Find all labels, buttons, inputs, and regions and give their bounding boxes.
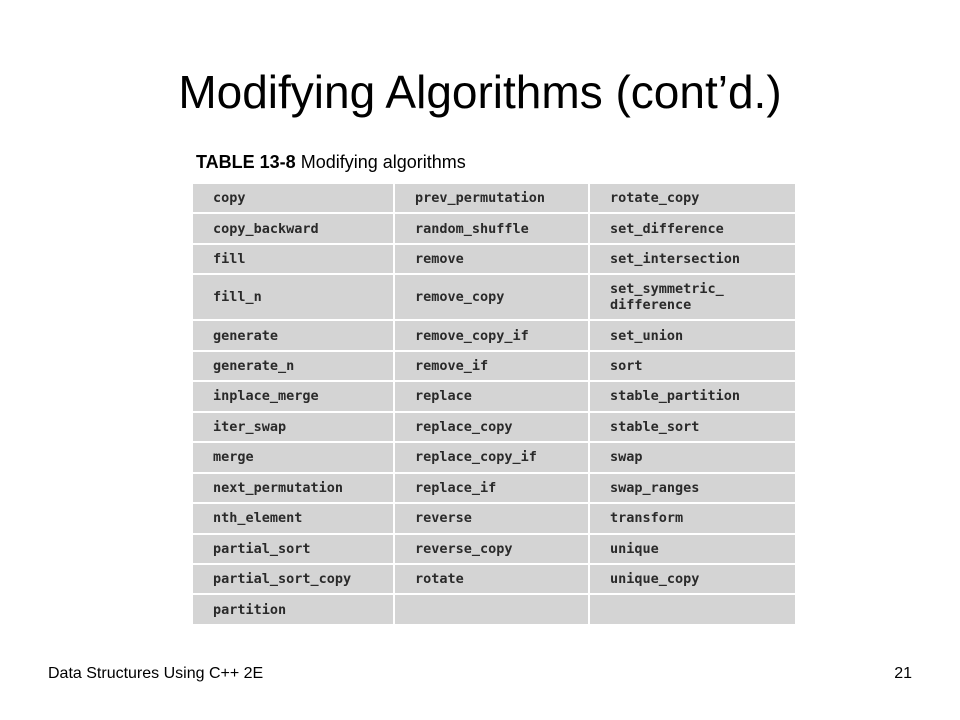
- table-cell: swap: [590, 443, 795, 471]
- table-cell: next_permutation: [193, 474, 393, 502]
- table-cell: sort: [590, 352, 795, 380]
- table-caption-text: Modifying algorithms: [300, 152, 466, 172]
- table-cell: transform: [590, 504, 795, 532]
- table-row: [193, 443, 795, 471]
- table-row: [193, 413, 795, 441]
- table-cell: unique_copy: [590, 565, 795, 593]
- table-cell: copy_backward: [193, 214, 393, 242]
- table-row: [193, 184, 795, 212]
- table-cell: remove: [395, 245, 588, 273]
- table-cell: fill: [193, 245, 393, 273]
- table-cell: stable_partition: [590, 382, 795, 410]
- table-cell: inplace_merge: [193, 382, 393, 410]
- table-row: [193, 595, 795, 624]
- table-row: [193, 321, 795, 349]
- table-cell: rotate: [395, 565, 588, 593]
- table-cell: rotate_copy: [590, 184, 795, 212]
- page-number: 21: [894, 665, 912, 682]
- table-cell: set_difference: [590, 214, 795, 242]
- table-cell: reverse_copy: [395, 535, 588, 563]
- table-cell: fill_n: [193, 275, 393, 319]
- table-cell: partial_sort: [193, 535, 393, 563]
- table-cell: generate_n: [193, 352, 393, 380]
- table-body: [193, 184, 795, 624]
- table-cell: replace: [395, 382, 588, 410]
- table-caption-label: TABLE 13-8: [196, 152, 296, 172]
- table-cell: replace_if: [395, 474, 588, 502]
- table-row: [193, 504, 795, 532]
- table-cell: partial_sort_copy: [193, 565, 393, 593]
- table-row: [193, 214, 795, 242]
- table-cell: swap_ranges: [590, 474, 795, 502]
- table-cell: [590, 595, 795, 624]
- table-cell: set_union: [590, 321, 795, 349]
- slide-title: Modifying Algorithms (cont’d.): [178, 66, 782, 118]
- table-cell: replace_copy_if: [395, 443, 588, 471]
- table-cell: random_shuffle: [395, 214, 588, 242]
- table-cell: reverse: [395, 504, 588, 532]
- table-cell: stable_sort: [590, 413, 795, 441]
- algorithms-table: [191, 182, 797, 626]
- table-cell: generate: [193, 321, 393, 349]
- table-row: [193, 565, 795, 593]
- table-cell: nth_element: [193, 504, 393, 532]
- table-cell: merge: [193, 443, 393, 471]
- table-cell: unique: [590, 535, 795, 563]
- table-cell: copy: [193, 184, 393, 212]
- table-cell: set_intersection: [590, 245, 795, 273]
- table-cell: partition: [193, 595, 393, 624]
- table-cell: replace_copy: [395, 413, 588, 441]
- table-cell: prev_permutation: [395, 184, 588, 212]
- table-row: [193, 382, 795, 410]
- table-row: [193, 474, 795, 502]
- table-cell: [395, 595, 588, 624]
- table-caption: [196, 150, 466, 174]
- table-row: [193, 275, 795, 319]
- footer-text: Data Structures Using C++ 2E: [48, 665, 264, 682]
- table-row: [193, 352, 795, 380]
- table-cell: remove_copy_if: [395, 321, 588, 349]
- table-row: [193, 535, 795, 563]
- table-cell: set_symmetric_ difference: [590, 275, 795, 319]
- table-cell: iter_swap: [193, 413, 393, 441]
- table-row: [193, 245, 795, 273]
- table-cell: remove_copy: [395, 275, 588, 319]
- table-cell: remove_if: [395, 352, 588, 380]
